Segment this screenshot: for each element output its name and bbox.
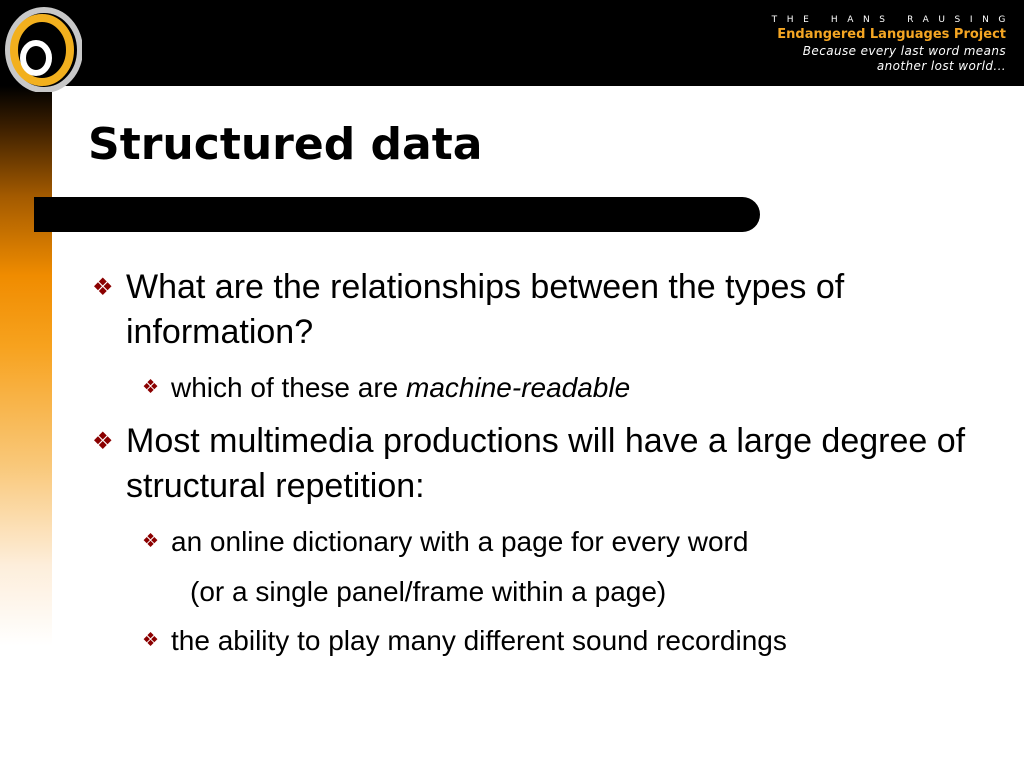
org-top-line: THE HANS RAUSING [771, 15, 1015, 25]
circle-logo-icon [4, 4, 82, 92]
bullet-text-plain: which of these are [171, 372, 407, 403]
tagline-line-2: another lost world... [876, 59, 1006, 73]
org-name: Endangered Languages Project [777, 27, 1006, 42]
org-branding [771, 14, 1015, 74]
side-gradient-bar [0, 86, 52, 646]
bullet-text: an online dictionary with a page for every word [171, 526, 749, 557]
diamond-bullet-icon: ❖ [142, 630, 160, 651]
bullet-structural-repetition [92, 419, 982, 509]
title-underline-bar [34, 197, 760, 232]
tagline-line-1: Because every last word means [802, 44, 1006, 58]
diamond-bullet-icon: ❖ [142, 377, 160, 398]
sub-bullet-machine-readable [142, 364, 982, 412]
sub-bullet-continuation: (or a single panel/frame within a page) [190, 576, 667, 607]
bullet-text: the ability to play many different sound recordings [171, 625, 787, 656]
bullet-text-emphasis: machine-readable [406, 372, 631, 403]
diamond-bullet-icon: ❖ [92, 274, 114, 301]
sub-bullet-online-dictionary [142, 518, 982, 566]
slide-title: Structured data [88, 119, 483, 170]
bullet-text: What are the relationships between the types of information? [126, 268, 845, 351]
diamond-bullet-icon: ❖ [92, 428, 114, 455]
bullet-text: Most multimedia productions will have a large degree of structural repetition: [126, 422, 966, 505]
bullet-text [171, 364, 982, 412]
diamond-bullet-icon: ❖ [142, 531, 160, 552]
bullet-relationships [92, 265, 982, 355]
sub-bullet-sound-recordings [142, 617, 982, 665]
